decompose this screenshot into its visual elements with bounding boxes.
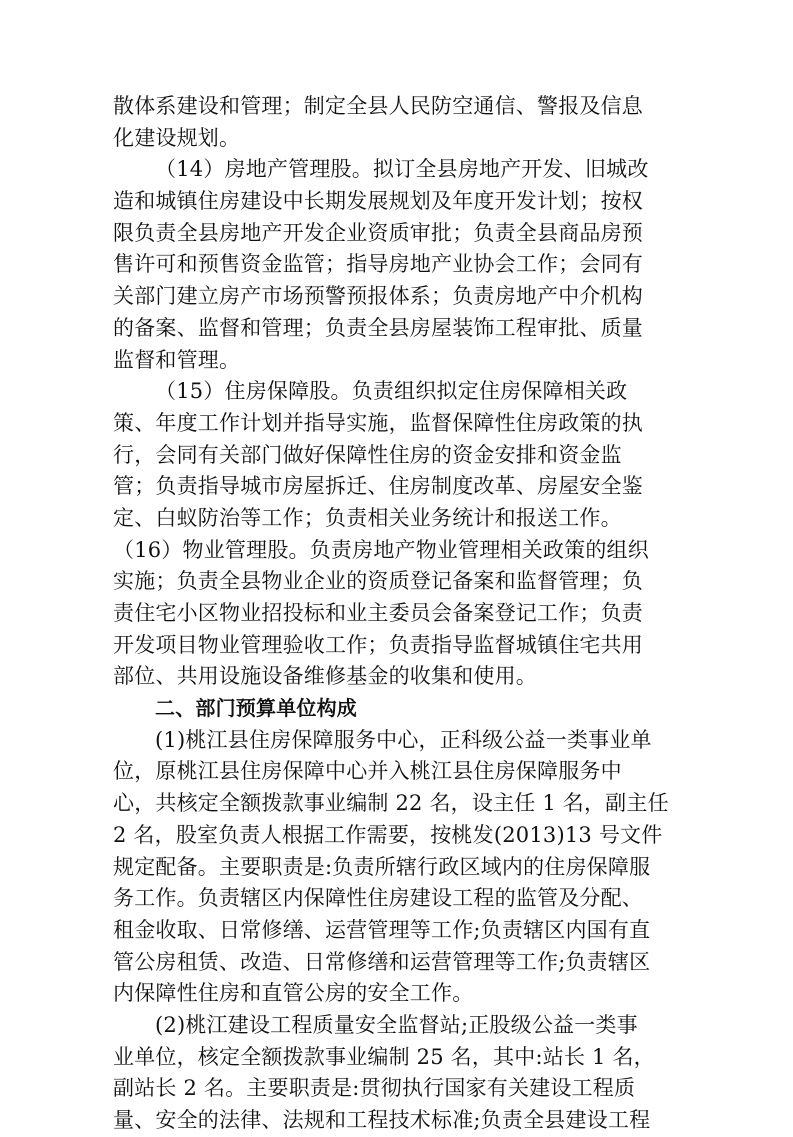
body-line: 造和城镇住房建设中长期发展规划及年度开发计划；按权 <box>113 189 643 214</box>
body-line: 租金收取、日常修缮、运营管理等工作;负责辖区内国有直 <box>113 917 651 942</box>
document-body <box>113 91 673 1137</box>
body-line: 管；负责指导城市房屋拆迁、住房制度改革、房屋安全鉴 <box>113 474 643 499</box>
body-line: 业单位，核定全额拨款事业编制 25 名，其中:站长 1 名， <box>113 1044 655 1069</box>
item-1-first-line: (1)桃江县住房保障服务中心，正科级公益一类事业单 <box>155 727 652 752</box>
body-line: 定、白蚁防治等工作；负责相关业务统计和报送工作。 <box>113 505 622 530</box>
item-2-first-line: (2)桃江建设工程质量安全监督站;正股级公益一类事 <box>155 1012 638 1037</box>
body-line: 务工作。负责辖区内保障性住房建设工程的监管及分配、 <box>113 886 643 911</box>
body-line: 量、安全的法律、法规和工程技术标准;负责全县建设工程 <box>113 1108 651 1132</box>
body-line: 2 名，股室负责人根据工作需要，按桃发(2013)13 号文件 <box>113 822 663 847</box>
body-line: 部位、共用设施设备维修基金的收集和使用。 <box>113 664 537 689</box>
body-line: 散体系建设和管理；制定全县人民防空通信、警报及信息 <box>113 94 643 118</box>
section-14-heading-line: （14）房地产管理股。拟订全县房地产开发、旧城改 <box>155 157 649 182</box>
section-heading-budget-units: 二、部门预算单位构成 <box>155 696 357 721</box>
body-line: 售许可和预售资金监管；指导房地产业协会工作；会同有 <box>113 252 643 277</box>
body-line: 管公房租赁、改造、日常修缮和运营管理等工作;负责辖区 <box>113 949 651 974</box>
body-line: 化建设规划。 <box>113 125 241 150</box>
body-line: 心，共核定全额拨款事业编制 22 名，设主任 1 名，副主任 <box>113 791 669 816</box>
body-line: 规定配备。主要职责是:负责所辖行政区域内的住房保障服 <box>113 854 651 879</box>
body-line: 实施；负责全县物业企业的资质登记备案和监督管理；负 <box>113 569 643 594</box>
body-line: 限负责全县房地产开发企业资质审批；负责全县商品房预 <box>113 220 643 245</box>
body-line: 副站长 2 名。主要职责是:贯彻执行国家有关建设工程质 <box>113 1076 636 1101</box>
section-16-heading-line: （16）物业管理股。负责房地产物业管理相关政策的组织 <box>113 537 649 562</box>
body-line: 内保障性住房和直管公房的安全工作。 <box>113 981 474 1006</box>
body-line: 监督和管理。 <box>113 347 241 372</box>
body-line: 的备案、监督和管理；负责全县房屋装饰工程审批、质量 <box>113 315 643 340</box>
body-line: 策、年度工作计划并指导实施，监督保障性住房政策的执 <box>113 410 643 435</box>
body-line: 关部门建立房产市场预警预报体系；负责房地产中介机构 <box>113 284 643 309</box>
body-line: 行，会同有关部门做好保障性住房的资金安排和资金监 <box>113 442 622 467</box>
section-15-heading-line: （15）住房保障股。负责组织拟定住房保障相关政 <box>155 379 628 404</box>
body-line: 开发项目物业管理验收工作；负责指导监督城镇住宅共用 <box>113 632 643 657</box>
body-line: 位，原桃江县住房保障中心并入桃江县住房保障服务中 <box>113 759 622 784</box>
body-line: 责住宅小区物业招投标和业主委员会备案登记工作；负责 <box>113 601 643 625</box>
